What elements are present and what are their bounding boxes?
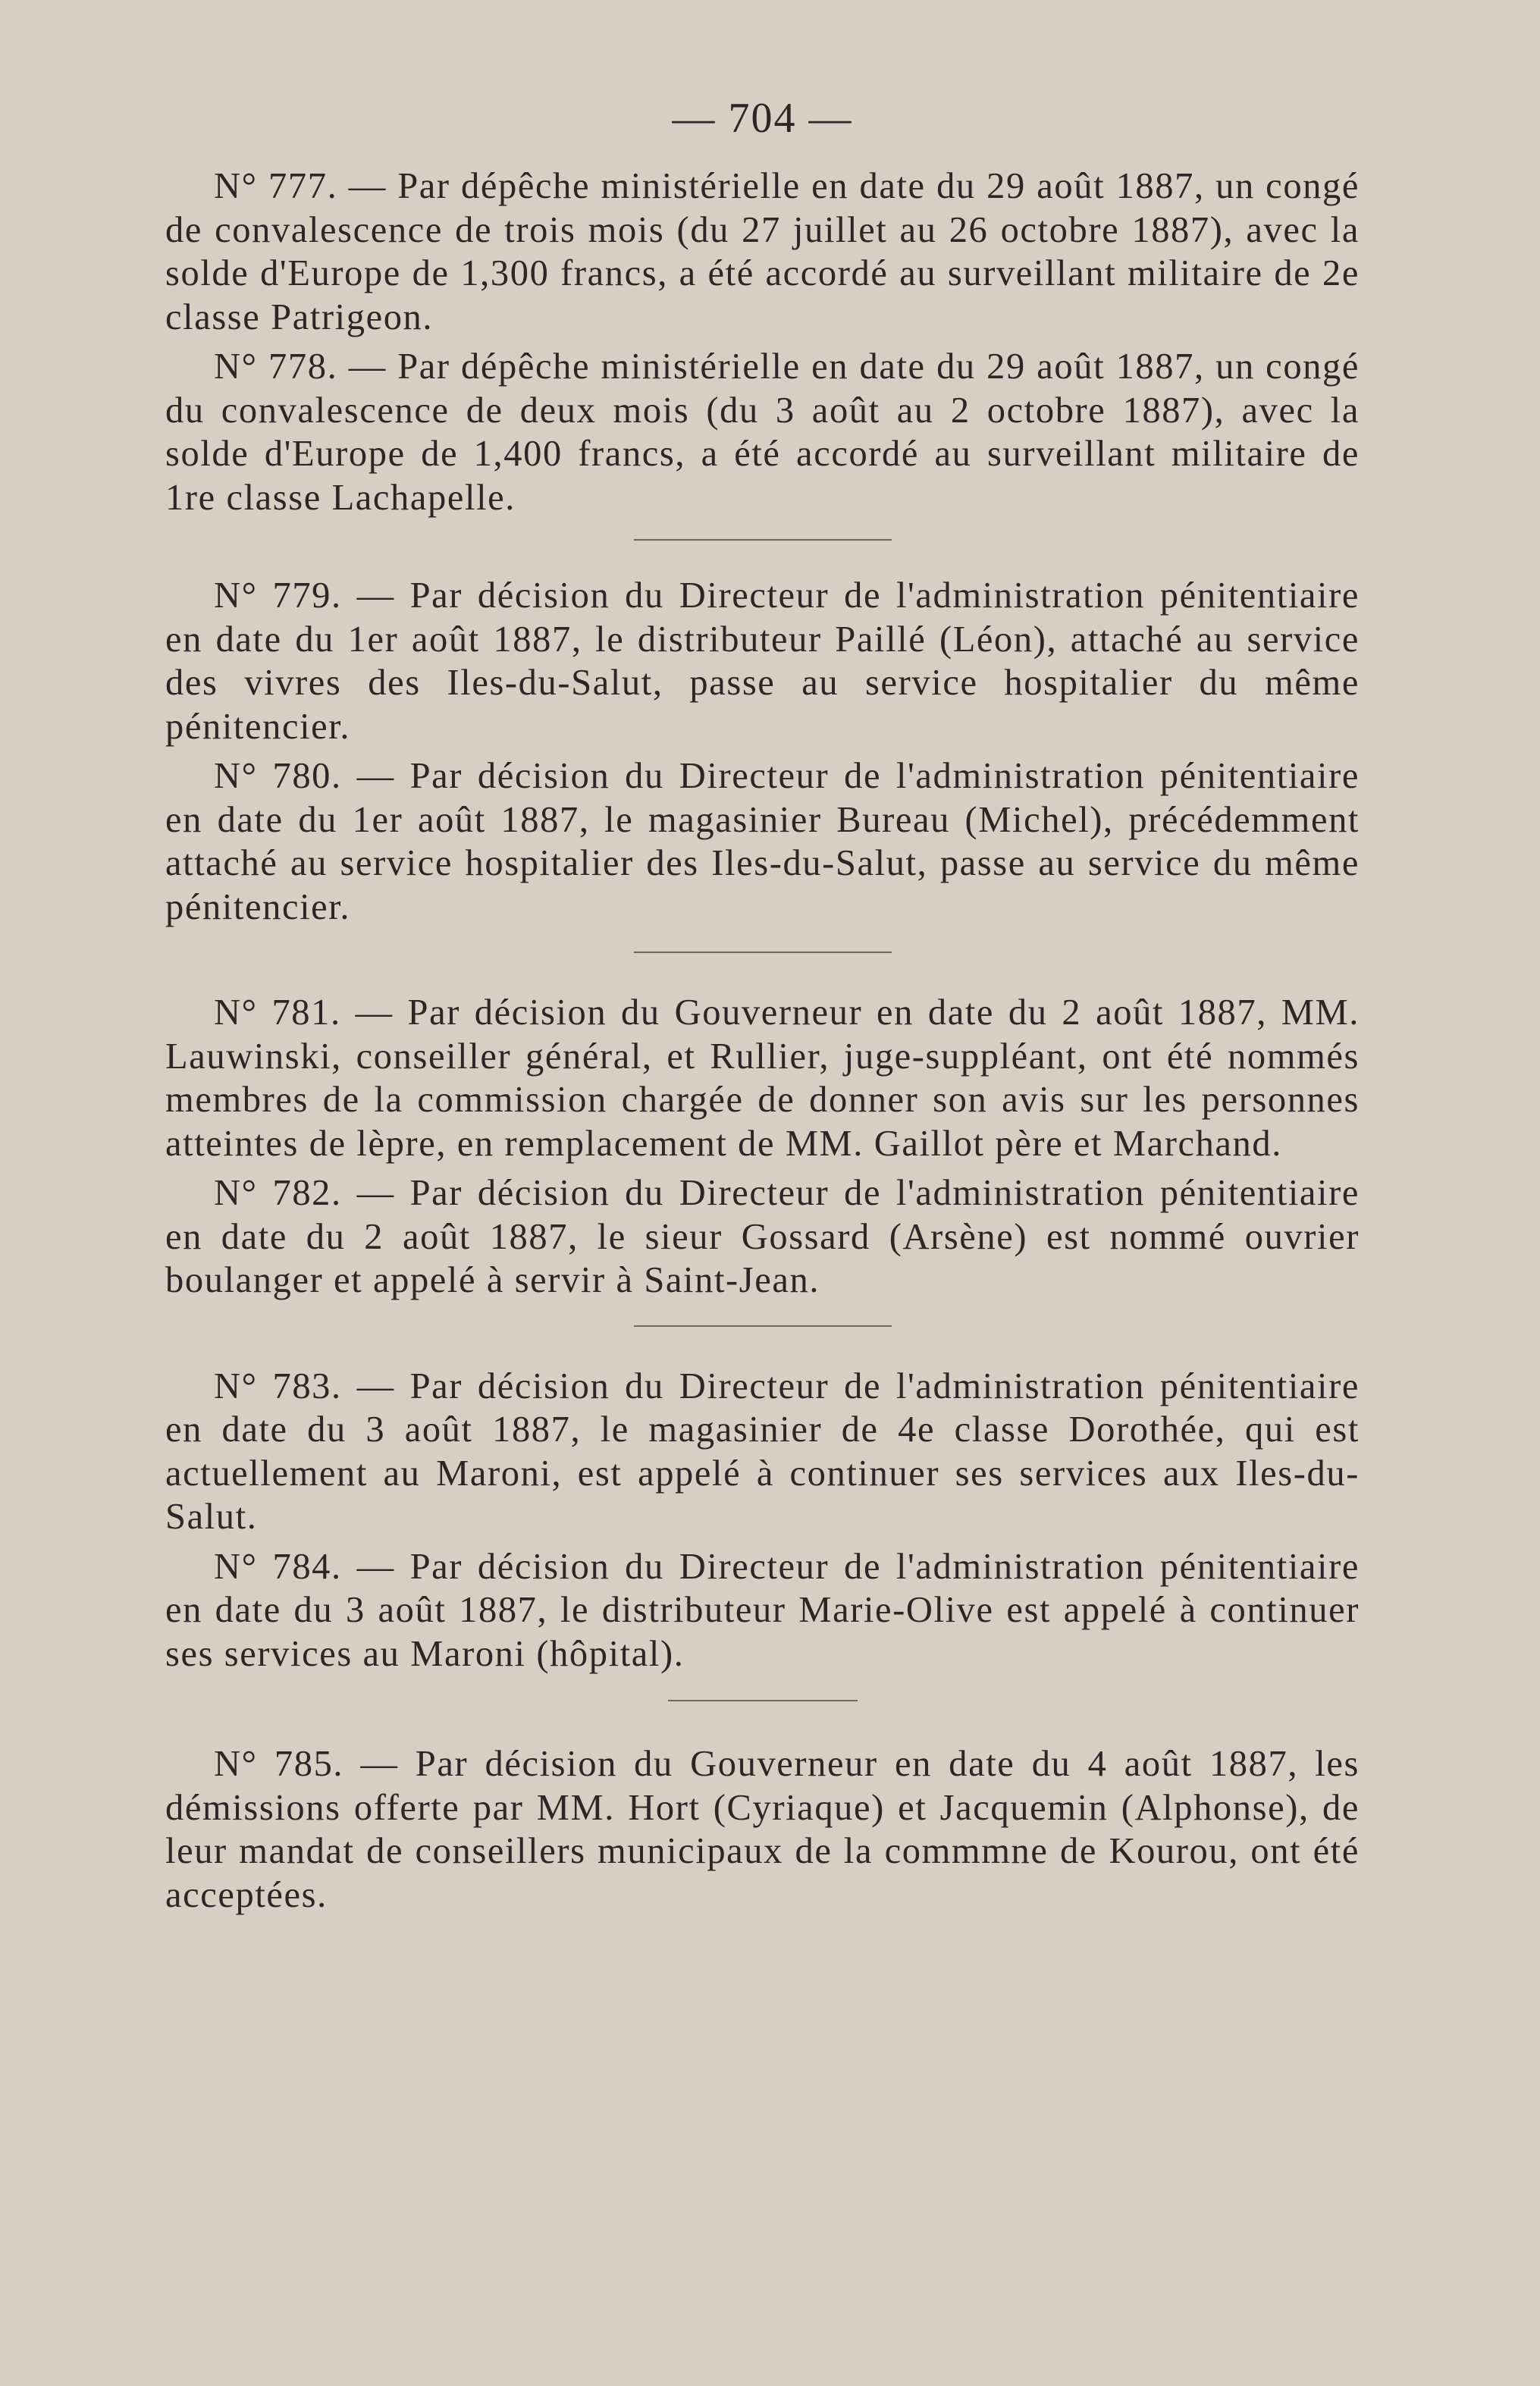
document-page xyxy=(165,95,1360,2331)
separator-rule xyxy=(634,539,892,541)
entry-780: N° 780. — Par décision du Directeur de l'administration pénitentiaire en date du 1er août 1887, le magasinier Bureau (Michel), précédemment attaché au service hospitalier des Iles-du-Salut, passe au service du même pénitencier. xyxy=(165,756,1360,927)
separator-rule xyxy=(668,1700,858,1701)
entry-779: N° 779. — Par décision du Directeur de l'administration pénitentiaire en date du 1er août 1887, le distributeur Paillé (Léon), attaché au service des vivres des Iles-du-Salut, passe au service hospitalier du même pénitencier. xyxy=(165,575,1360,747)
entry-777: N° 777. — Par dépêche ministérielle en date du 29 août 1887, un congé de convalescence de trois mois (du 27 juillet au 26 octobre 1887), avec la solde d'Europe de 1,300 francs, a été accordé au surveillant militaire de 2e classe Patrigeon. xyxy=(165,166,1360,337)
entry-783: N° 783. — Par décision du Directeur de l'administration pénitentiaire en date du 3 août 1887, le magasinier de 4e classe Dorothée, qui est actuellement au Maroni, est appelé à continuer ses services aux Iles-du-Salut. xyxy=(165,1365,1360,1537)
entry-785: N° 785. — Par décision du Gouverneur en date du 4 août 1887, les démissions offerte par MM. Hort (Cyriaque) et Jacquemin (Alphonse), de leur mandat de conseillers municipaux de la commmne de Kourou, ont été acceptées. xyxy=(165,1744,1360,1915)
separator-rule xyxy=(634,952,892,953)
entry-782: N° 782. — Par décision du Directeur de l'administration pénitentiaire en date du 2 août 1887, le sieur Gossard (Arsène) est nommé ouvrier boulanger et appelé à servir à Saint-Jean. xyxy=(165,1173,1360,1300)
entry-778: N° 778. — Par dépêche ministérielle en date du 29 août 1887, un congé du convalescence de deux mois (du 3 août au 2 octobre 1887), avec la solde d'Europe de 1,400 francs, a été accordé au surveillant militaire de 1re classe Lachapelle. xyxy=(165,346,1360,518)
entry-781: N° 781. — Par décision du Gouverneur en date du 2 août 1887, MM. Lauwinski, conseiller général, et Rullier, juge-suppléant, ont été nommés membres de la commission chargée de donner son avis sur les personnes atteintes de lèpre, en remplacement de MM. Gaillot père et Marchand. xyxy=(165,992,1360,1164)
page-number: — 704 — xyxy=(672,95,853,142)
separator-rule xyxy=(634,1325,892,1327)
entry-784: N° 784. — Par décision du Directeur de l'administration pénitentiaire en date du 3 août 1887, le distributeur Marie-Olive est appelé à continuer ses services au Maroni (hôpital). xyxy=(165,1546,1360,1674)
